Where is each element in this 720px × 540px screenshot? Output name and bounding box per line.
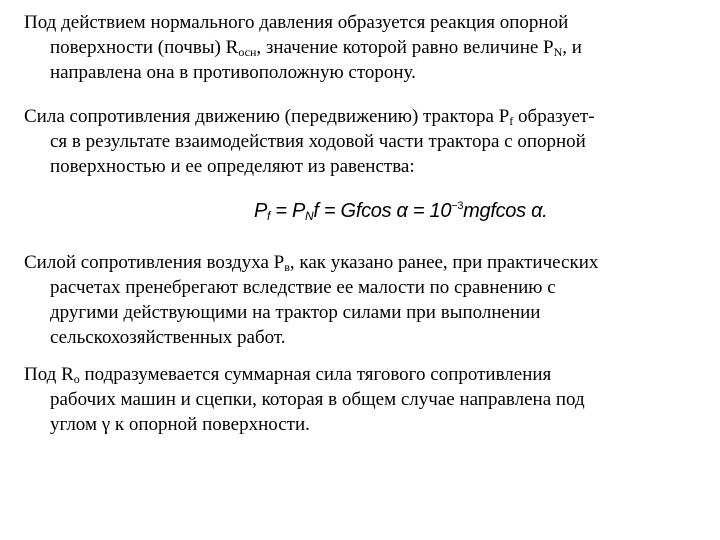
text-line: рабочих машин и сцепки, которая в общем случае направлена под — [50, 389, 585, 410]
text-line — [24, 362, 700, 387]
text-run: образует- — [513, 106, 595, 127]
text-line: расчетах пренебрегают вследствие ее малости по сравнению с — [50, 277, 556, 298]
subscript: в — [284, 260, 290, 274]
formula-run: f = Gfcos α = 10 — [313, 200, 452, 222]
text-run: поверхности (почвы) R — [50, 37, 239, 58]
paragraph-rolling-resistance — [24, 104, 700, 179]
text-line: ся в результате взаимодействия ходовой части трактора с опорной — [50, 131, 586, 152]
paragraph-traction-resistance — [24, 362, 700, 437]
subscript: f — [509, 114, 514, 128]
text-run: , как указано ранее, при практических — [289, 252, 599, 273]
text-line: Под действием нормального давления образуется реакция опорной — [24, 12, 569, 33]
formula-subscript: N — [305, 209, 314, 223]
text-run: Силой сопротивления воздуха P — [24, 252, 285, 273]
formula-run: P — [254, 200, 268, 222]
text-line — [24, 104, 700, 129]
formula-run: = P — [270, 200, 306, 222]
text-run: Сила сопротивления движению (передвижению) трактора P — [24, 106, 510, 127]
paragraph-normal-pressure — [24, 10, 700, 85]
text-run: подразумевается суммарная сила тягового сопротивления — [79, 364, 552, 385]
text-line — [24, 35, 700, 60]
resistance-formula — [254, 196, 547, 226]
subscript: о — [73, 372, 80, 386]
text-run: Под R — [24, 364, 74, 385]
text-run: , значение которой равно величине P — [256, 37, 554, 58]
formula-subscript: f — [267, 209, 271, 223]
text-line: другими действующими на трактор силами при выполнении — [50, 302, 541, 323]
text-line — [24, 250, 700, 275]
text-line: сельскохозяйственных работ. — [50, 327, 286, 348]
text-line: углом γ к опорной поверхности. — [50, 414, 310, 435]
formula-run: mgfcos α. — [463, 200, 548, 222]
formula-superscript: −3 — [451, 200, 464, 212]
subscript: осн — [238, 45, 257, 59]
text-line: направлена она в противоположную сторону. — [50, 62, 416, 83]
subscript: N — [553, 45, 563, 59]
paragraph-air-resistance — [24, 250, 700, 350]
text-line: поверхностью и ее определяют из равенства: — [50, 156, 415, 177]
text-run: , и — [562, 37, 582, 58]
